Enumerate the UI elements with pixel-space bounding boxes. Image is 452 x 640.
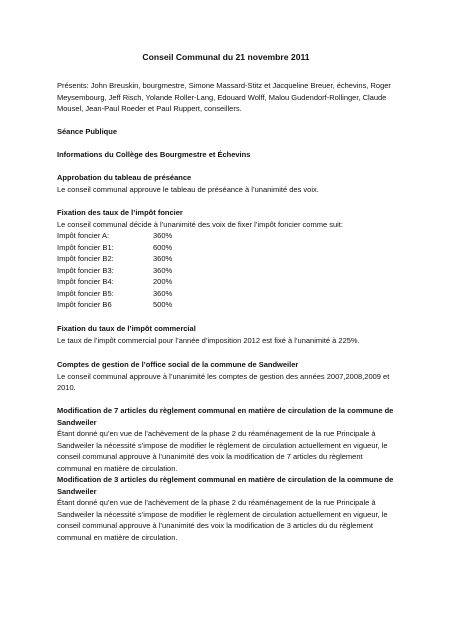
tax-row — [57, 265, 407, 277]
modif3-line: Sandweiler la nécessité s’impose de modifier le règlement de circulation actuellement en vigueur, le — [57, 509, 388, 519]
tax-row — [57, 288, 407, 300]
tax-name: Impôt foncier A: — [57, 231, 110, 240]
preseance-heading: Approbation du tableau de préséance — [57, 173, 192, 182]
section-impot-commercial — [57, 323, 407, 346]
impot-foncier-heading: Fixation des taux de l’impôt foncier — [57, 208, 183, 217]
modif3-line: Étant donné qu’en vue de l’achèvement de la phase 2 du réaménagement de la rue Principale à — [57, 498, 376, 507]
section-modification-7-articles — [57, 405, 407, 474]
tax-value: 200% — [153, 277, 173, 286]
section-preseance — [57, 172, 407, 195]
tax-value: 500% — [153, 300, 173, 309]
seance-heading: Séance Publique — [57, 127, 118, 136]
attendees-paragraph — [57, 80, 407, 115]
modif7-heading: Modification de 7 articles du règlement communal en matière de circulation de la commune de — [57, 406, 394, 415]
tax-value: 360% — [153, 288, 173, 298]
office-social-line: Le conseil communal approuve à l’unanimité les comptes de gestion des années 2007,2008,2009 et — [57, 371, 390, 381]
tax-name: Impôt foncier B2: — [57, 254, 114, 263]
attendees-line: Mousel, Jean-Paul Roeder et Paul Ruppert, conseillers. — [57, 104, 242, 113]
tax-row — [57, 276, 407, 288]
modif7-heading: Sandweiler — [57, 417, 97, 427]
tax-row — [57, 253, 407, 265]
section-modification-3-articles — [57, 474, 407, 543]
section-informations — [57, 149, 407, 161]
tax-row — [57, 299, 407, 311]
tax-value: 360% — [153, 231, 173, 240]
preseance-text: Le conseil communal approuve le tableau de préséance à l’unanimité des voix. — [57, 184, 319, 194]
impot-foncier-intro: Le conseil communal décide à l’unanimité des voix de fixer l’impôt foncier comme suit: — [57, 219, 343, 229]
informations-heading: Informations du Collège des Bourgmestre et Échevins — [57, 150, 251, 159]
tax-name: Impôt foncier B5: — [57, 288, 114, 298]
modif7-line: Sandweiler la nécessité s’impose de modifier le règlement de circulation actuellement en vigueur, le — [57, 440, 388, 450]
modif3-line: communal en matière de circulation. — [57, 532, 178, 542]
tax-value: 360% — [153, 254, 173, 263]
section-impot-foncier — [57, 207, 407, 311]
modif7-line: communal en matière de circulation. — [57, 463, 178, 473]
modif7-line: conseil communal approuve à l’unanimité des voix la modification de 7 articles du règlement — [57, 452, 363, 461]
modif3-line: conseil communal approuve à l’unanimité des voix la modification de 3 articles du du règlement — [57, 521, 374, 530]
tax-value: 360% — [153, 265, 173, 275]
tax-row — [57, 230, 407, 242]
section-seance-publique — [57, 126, 407, 138]
attendees-line: Présents: John Breuskin, bourgmestre, Simone Massard-Stitz et Jacqueline Breuer, échevins, Roger — [57, 81, 391, 90]
modif3-heading: Sandweiler — [57, 486, 97, 496]
document-title: Conseil Communal du 21 novembre 2011 — [142, 52, 310, 62]
tax-name: Impôt foncier B4: — [57, 277, 114, 286]
modif3-heading: Modification de 3 articles du règlement communal en matière de circulation de la commune de — [57, 475, 394, 484]
tax-name: Impôt foncier B6 — [57, 300, 112, 309]
section-office-social — [57, 359, 407, 394]
attendees-line: Meysembourg, Jeff Risch, Yolande Roller-Lang, Edouard Wolff, Malou Gudendorf-Rollinger, Claude — [57, 92, 387, 102]
impot-commercial-text: Le taux de l’impôt commercial pour l’année d’imposition 2012 est fixé à l’unanimité à 225%. — [57, 335, 360, 345]
modif7-line: Étant donné qu’en vue de l’achèvement de la phase 2 du réaménagement de la rue Principale à — [57, 429, 376, 438]
tax-name: Impôt foncier B3: — [57, 265, 114, 275]
office-social-heading: Comptes de gestion de l’office social de la commune de Sandweiler — [57, 360, 299, 369]
office-social-line: 2010. — [57, 383, 76, 392]
tax-value: 600% — [153, 242, 173, 252]
tax-name: Impôt foncier B1: — [57, 242, 114, 252]
tax-row — [57, 242, 407, 254]
impot-commercial-heading: Fixation du taux de l’impôt commercial — [57, 324, 196, 333]
